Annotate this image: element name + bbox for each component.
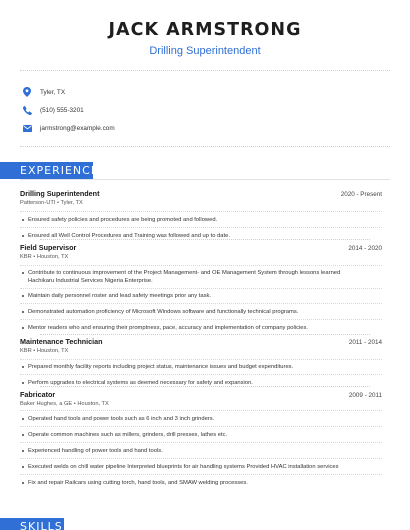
email-icon [22,123,32,133]
candidate-name: JACK ARMSTRONG [108,20,302,40]
job-dates: 2014 - 2020 [348,245,382,252]
phone-icon [22,105,32,115]
job-bullet: Fix and repair Railcars using cutting torch, hand tools, and SMAW welding processes. [20,479,382,487]
job-bullet: Experienced handling of power tools and hand tools. [20,447,382,455]
job-bullet: Executed welds on chill water pipeline Interpreted blueprints for air handling systems Provided HVAC installation services [20,463,382,471]
job-entry [20,243,382,332]
job-company: Baker Hughes, a GE • Houston, TX [20,401,109,407]
bullet-divider [20,426,382,427]
job-dates: 2009 - 2011 [348,392,382,399]
job-entry [20,390,382,487]
job-bullet: Ensured all Well Control Procedures and Training was followed and up to date. [20,232,382,240]
job-bullet: Maintain daily personnel roster and lead safety meetings prior any task. [20,292,382,300]
bullet-divider [20,319,382,320]
job-bullet: Prepared monthly facility reports including project status, maintenance issues and budget expenditures. [20,363,382,371]
job-bullet: Mentor readers who and ensuring their promptness, pace, accuracy and implementation of company policies. [20,324,382,332]
job-divider [40,334,370,335]
job-company: KBR • Houston, TX [20,348,69,354]
bullet-divider [20,458,382,459]
contact-email [22,119,390,137]
bullet-divider [20,374,382,375]
candidate-title: Drilling Superintendent [149,45,261,57]
job-dates: 2020 - Present [340,191,382,198]
job-bullet: Demonstrated automation proficiency of Microsoft Windows software and functionally technical programs. [20,308,382,316]
job-title: Drilling Superintendent [20,189,100,198]
job-bullet: Ensured safety policies and procedures are being promoted and followed. [20,216,382,224]
bullet-divider [20,359,382,360]
bullet-divider [20,303,382,304]
contact-phone-text: (510) 555-3201 [40,106,84,114]
section-skills-heading: SKILLS [0,518,64,530]
job-bullet: Contribute to continuous improvement of the Project Management- and OE Management System through lessons learned [20,269,382,277]
contact-location-text: Tyler, TX [40,88,66,96]
bullet-divider [20,227,382,228]
bullet-divider [20,211,382,212]
contact-phone [22,101,390,119]
contacts-divider [20,146,390,147]
job-bullet: Operated hand tools and power tools such as 6 inch and 3 inch grinders. [20,415,382,423]
job-company: Patterson-UTI • Tyler, TX [20,200,83,206]
section-experience-heading: EXPERIENCE [0,162,93,179]
job-bullet: Perform upgrades to electrical systems as deemed necessary for safety and expansion. [20,379,382,387]
job-divider [40,386,370,387]
contact-email-text: jarmstrong@example.com [40,124,115,132]
job-dates: 2011 - 2014 [348,339,382,346]
job-title: Maintenance Technician [20,337,103,346]
job-divider [40,239,370,240]
location-pin-icon [22,87,32,97]
job-bullet-continuation: Hachikaru Industrial Services Nigeria Enterprise. [28,278,153,284]
job-bullet: Operate common machines such as millers, grinders, drill presses, lathes etc. [20,431,382,439]
contact-list [0,71,410,137]
bullet-divider [20,288,382,289]
resume-header [0,0,410,57]
job-entry [20,189,382,240]
job-title: Fabricator [20,390,56,399]
bullet-divider [20,410,382,411]
job-company: KBR • Houston, TX [20,254,69,260]
bullet-divider [20,442,382,443]
bullet-divider [20,474,382,475]
job-entry [20,337,382,387]
job-title: Field Supervisor [20,243,77,252]
contact-location [22,83,390,101]
bullet-divider [20,265,382,266]
experience-rule [20,179,390,180]
